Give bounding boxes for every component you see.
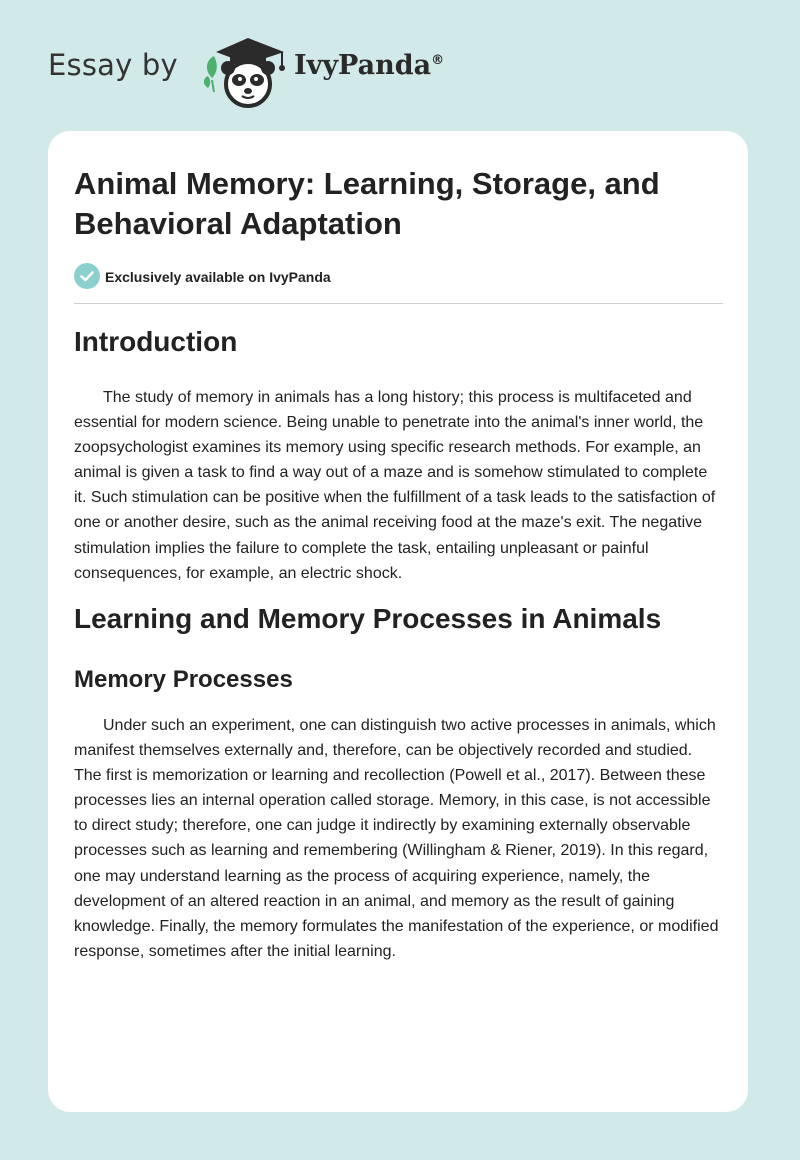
divider (74, 303, 723, 304)
learning-memory-heading: Learning and Memory Processes in Animals (74, 603, 662, 634)
brand-name[interactable]: IvyPanda® (294, 50, 445, 81)
panda-logo-icon[interactable] (198, 34, 290, 110)
essay-by-label: Essay by (48, 48, 178, 82)
introduction-heading: Introduction (74, 326, 238, 357)
exclusive-badge-text: Exclusively available on IvyPanda (105, 269, 331, 285)
article-title: Animal Memory: Learning, Storage, and Behavioral Adaptation (74, 166, 660, 241)
article-card (48, 131, 748, 1112)
site-header (48, 34, 748, 110)
memory-processes-subheading: Memory Processes (74, 666, 293, 693)
memory-processes-paragraph: Under such an experiment, one can distinguish two active processes in animals, which manifest themselves externally and, therefore, can be objectively recorded and studied. The first is memorization or learning and recollection (Powell et al., 2017). Between these processes lies an internal operation called storage. Memory, in this case, is not accessible to direct study; therefore, one can judge it indirectly by examining externally observable processes such as learning and remembering (Willingham & Riener, 2019). In this regard, one may understand learning as the process of acquiring experience, namely, the development of an altered reaction in an animal, and memory as the result of gaining knowledge. Finally, the memory formulates the manifestation of the experience, or modified response, sometimes after the initial learning. (74, 717, 719, 960)
check-circle-icon (74, 263, 100, 289)
introduction-paragraph: The study of memory in animals has a long history; this process is multifaceted and essential for modern science. Being unable to penetrate into the animal's inner world, the zoopsychologist examines its memory using specific research methods. For example, an animal is given a task to find a way out of a maze and is somehow stimulated to complete it. Such stimulation can be positive when the fulfillment of a task leads to the satisfaction of one or another desire, such as the animal receiving food at the maze's exit. The negative stimulation implies the failure to complete the task, entailing unpleasant or painful consequences, for example, an electric shock. (74, 389, 716, 582)
